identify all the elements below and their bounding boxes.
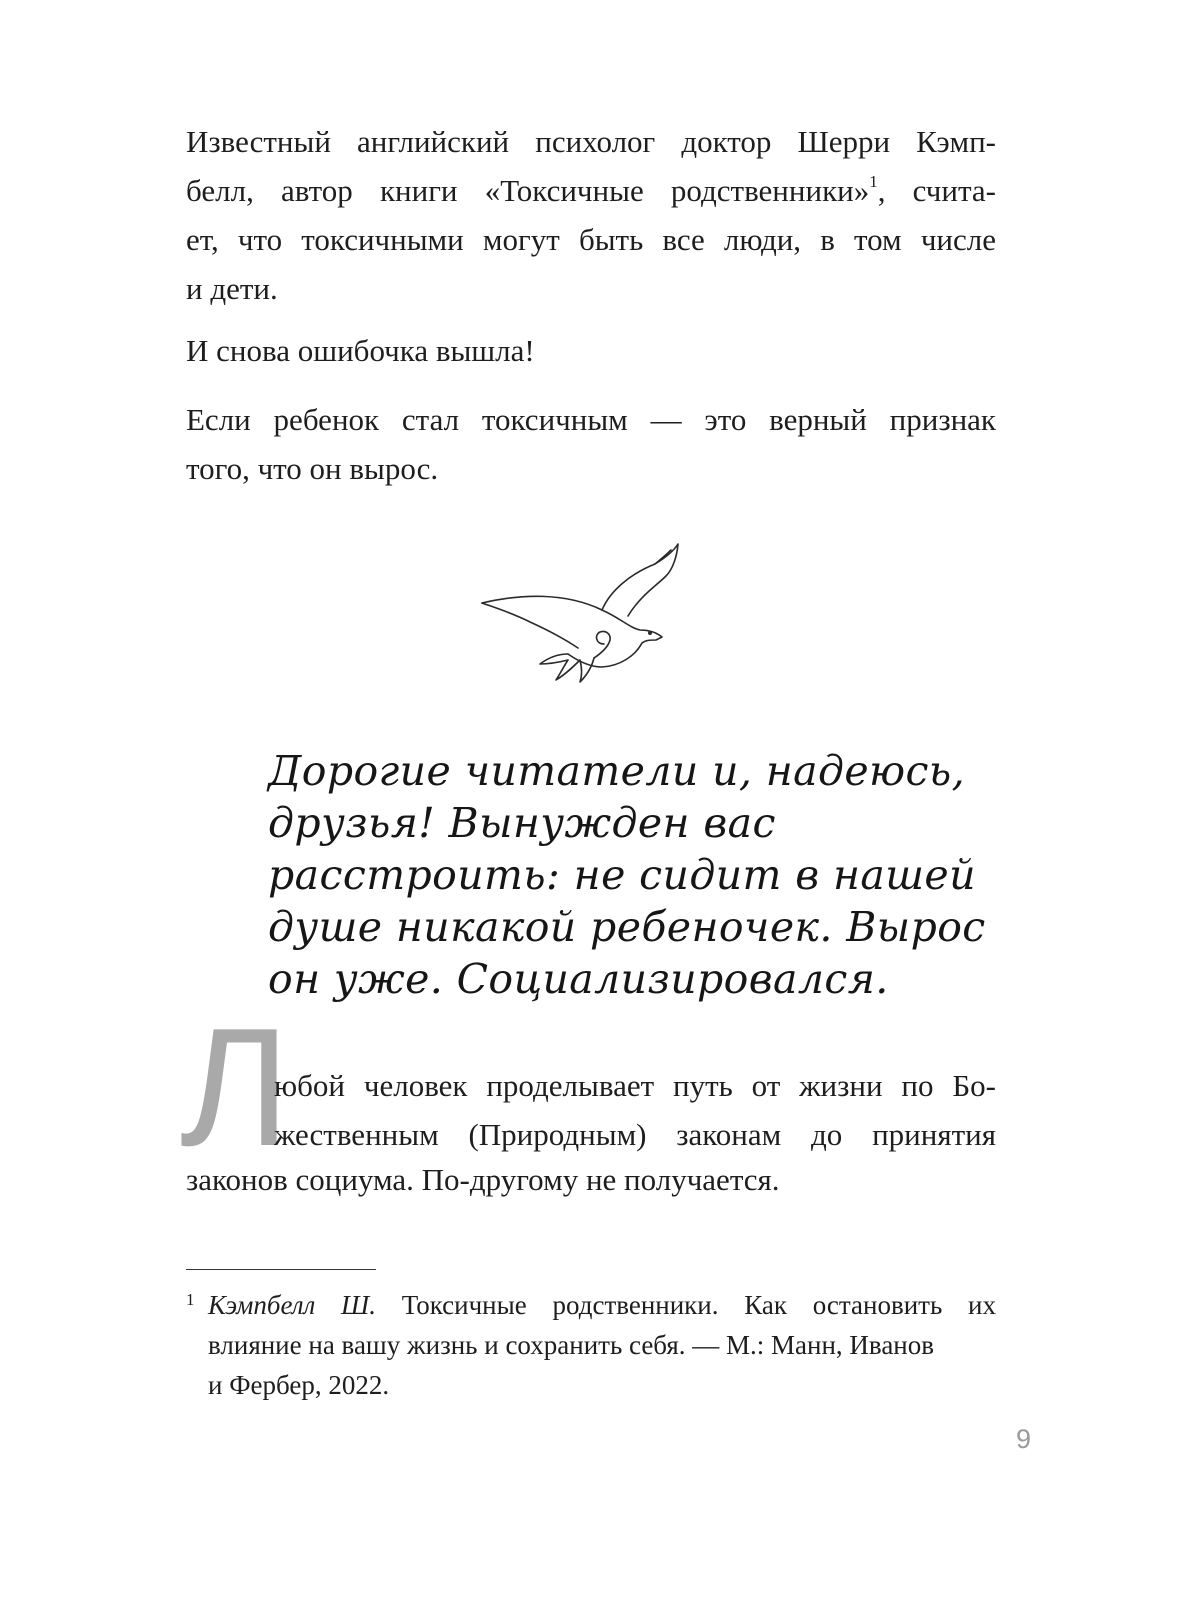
handwritten-note-line-5: он уже. Социализировался. [268, 955, 889, 1003]
paragraph-3-line-1: Если ребенок стал токсичным — это верный признак [186, 402, 996, 437]
paragraph-1-line-2 [186, 166, 996, 215]
drop-paragraph-line-2: жественным (Природным) законам до принятия [274, 1117, 996, 1152]
footnote-reference[interactable]: 1 [869, 172, 878, 191]
page-number: 9 [1016, 1424, 1032, 1454]
paragraph-1 [186, 117, 996, 313]
drop-paragraph-line-1: юбой человек проделывает путь от жизни по Бо- [274, 1068, 996, 1103]
handwritten-note-line-3: расстроить: не сидит в нашей [268, 851, 976, 899]
bird-line-drawing-icon [470, 536, 710, 696]
footnote [186, 1285, 996, 1405]
footnote-title: Токсичные родственники. Как остановить их [375, 1290, 996, 1320]
footnote-line-1 [208, 1285, 996, 1325]
paragraph-2 [186, 326, 996, 375]
drop-paragraph-full [186, 1155, 996, 1204]
footnote-line-2: влияние на вашу жизнь и сохранить себя. — М.: Манн, Иванов [208, 1330, 935, 1360]
drop-paragraph-line-3: законов социума. По-другому не получается. [186, 1162, 780, 1197]
footnote-author: Кэмпбелл Ш. [208, 1290, 376, 1320]
handwritten-note [268, 745, 986, 1005]
handwritten-note-line-4: душе никакой ребеночек. Вырос [268, 903, 986, 951]
handwritten-note-line-2: друзья! Вынужден вас [268, 799, 776, 847]
handwritten-note-line-1: Дорогие читатели и, надеюсь, [268, 747, 966, 795]
footnote-body [208, 1285, 996, 1405]
paragraph-1-line-1: Известный английский психолог доктор Шерри Кэмп- [186, 124, 996, 159]
paragraph-1-line-4: и дети. [186, 271, 278, 306]
footnote-line-3: и Фербер, 2022. [208, 1370, 390, 1400]
paragraph-1-line-3: ет, что токсичными могут быть все люди, в том числе [186, 222, 996, 257]
paragraph-3-line-2: того, что он вырос. [186, 451, 439, 486]
paragraph-2-line-1: И снова ошибочка вышла! [186, 333, 535, 368]
drop-cap-letter: Л [180, 993, 291, 1181]
paragraph-1-line-2-tail: , счита- [877, 173, 996, 208]
paragraph-3 [186, 395, 996, 493]
footnote-divider [186, 1269, 376, 1270]
drop-paragraph-indented [274, 1061, 996, 1159]
footnote-number: 1 [186, 1290, 195, 1309]
paragraph-1-line-2-text: белл, автор книги «Токсичные родственники» [186, 173, 870, 208]
